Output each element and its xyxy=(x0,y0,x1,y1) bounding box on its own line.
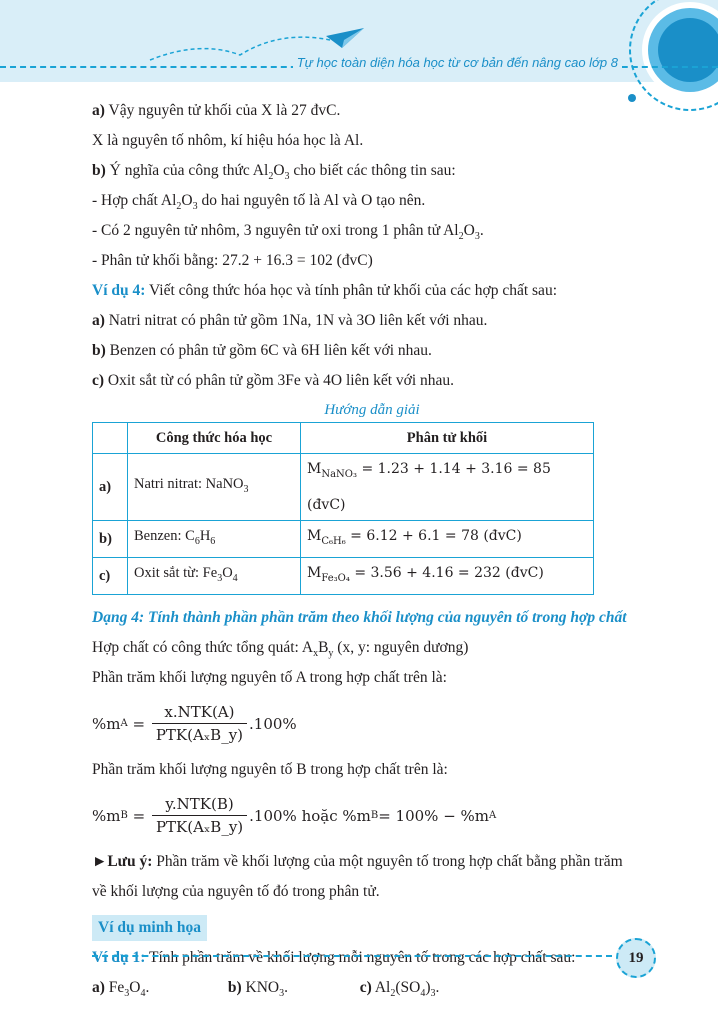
section-title: Dạng 4: Tính thành phần phần trăm theo khối lượng của nguyên tố trong hợp chất xyxy=(92,608,627,626)
example-heading: Ví dụ 1: Tính phần trăm về khối lượng mỗi nguyên tố trong các hợp chất sau: xyxy=(92,948,576,966)
table-row: a) Natri nitrat: NaNO$_3$ $M_{NaNO_3} = 1.23 + 1.14 + 3.16 = 85$ (đvC) xyxy=(93,454,594,521)
example-heading: Ví dụ 4: Viết công thức hóa học và tính phân tử khối của các hợp chất sau: xyxy=(92,282,557,299)
table-row: c) Oxit sắt từ: $Fe_3O_4$ $M_{Fe_3O_4} = 3.56 + 4.16 = 232$ (đvC) xyxy=(93,557,594,594)
example-items: a) $Fe_3O_4$. b) $KNO_3$. c) $Al_2(SO_4)_3$. xyxy=(92,978,440,999)
fraction: $\frac{\text{x.NTK(A)}}{\text{PTK(AₓB\_y)}}$ xyxy=(152,701,247,746)
solution-title: Hướng dẫn giải xyxy=(324,402,420,418)
footer-divider xyxy=(92,955,612,957)
text-line: a) Vậy nguyên tử khối của X là 27 đvC. xyxy=(92,102,341,119)
note-line: về khối lượng của nguyên tố đó trong phân tử. xyxy=(92,882,380,900)
page-number: 19 xyxy=(616,938,656,978)
book-title: Tự học toàn diện hóa học từ cơ bản đến nâng cao lớp 8 xyxy=(293,55,622,70)
paper-plane-icon xyxy=(326,28,364,48)
question-b: b) Benzen có phân tử gồm 6C và 6H liên kết với nhau. xyxy=(92,342,432,359)
text-line: - Hợp chất $Al_2O_3$ do hai nguyên tố là Al và O tạo nên. xyxy=(92,192,426,213)
general-formula-line: Hợp chất có công thức tổng quát: $A_xB_y$ (x, y: nguyên dương) xyxy=(92,638,469,659)
note-line: ►Lưu ý: Phần trăm về khối lượng của một nguyên tố trong hợp chất bằng phần trăm xyxy=(92,852,623,870)
question-c: c) Oxit sắt từ có phân tử gồm 3Fe và 4O liên kết với nhau. xyxy=(92,372,455,389)
text-line: - Có 2 nguyên tử nhôm, 3 nguyên tử oxi trong 1 phân tử $Al_2O_3$. xyxy=(92,222,484,243)
formula-percent-b: %m B = $\frac{\text{y.NTK(B)}}{\text{PTK(AₓB\_y)}}$ .100% hoặc %m B = 100% − %m A xyxy=(92,795,497,837)
fraction: $\frac{\text{y.NTK(B)}}{\text{PTK(AₓB\_y)}}$ xyxy=(152,793,247,838)
text-line: b) Ý nghĩa của công thức $Al_2O_3$ cho biết các thông tin sau: xyxy=(92,162,456,183)
text-line: - Phân tử khối bằng: 27.2 + 16.3 = 102 (đvC) xyxy=(92,252,373,269)
table-row: b) Benzen: $C_6H_6$ $M_{C_6H_6} = 6.12 + 6.1 = 78$ (đvC) xyxy=(93,520,594,557)
formula-percent-a: %m A = $\frac{\text{x.NTK(A)}}{\text{PTK(AₓB\_y)}}$ .100% xyxy=(92,703,297,745)
table-header-row: Công thức hóa học Phân tử khối xyxy=(93,423,594,454)
item-label: a) xyxy=(92,102,105,119)
question-a: a) Natri nitrat có phân tử gồm 1Na, 1N và 3O liên kết với nhau. xyxy=(92,312,488,329)
text-line: X là nguyên tố nhôm, kí hiệu hóa học là Al. xyxy=(92,132,364,149)
molecular-weight-table xyxy=(92,422,594,595)
text-line: Phần trăm khối lượng nguyên tố A trong hợp chất trên là: xyxy=(92,668,447,686)
page-body xyxy=(92,96,652,1003)
example-box: Ví dụ minh họa xyxy=(92,915,207,941)
text-line: Phần trăm khối lượng nguyên tố B trong hợp chất trên là: xyxy=(92,760,448,778)
example-box-line xyxy=(92,913,652,943)
